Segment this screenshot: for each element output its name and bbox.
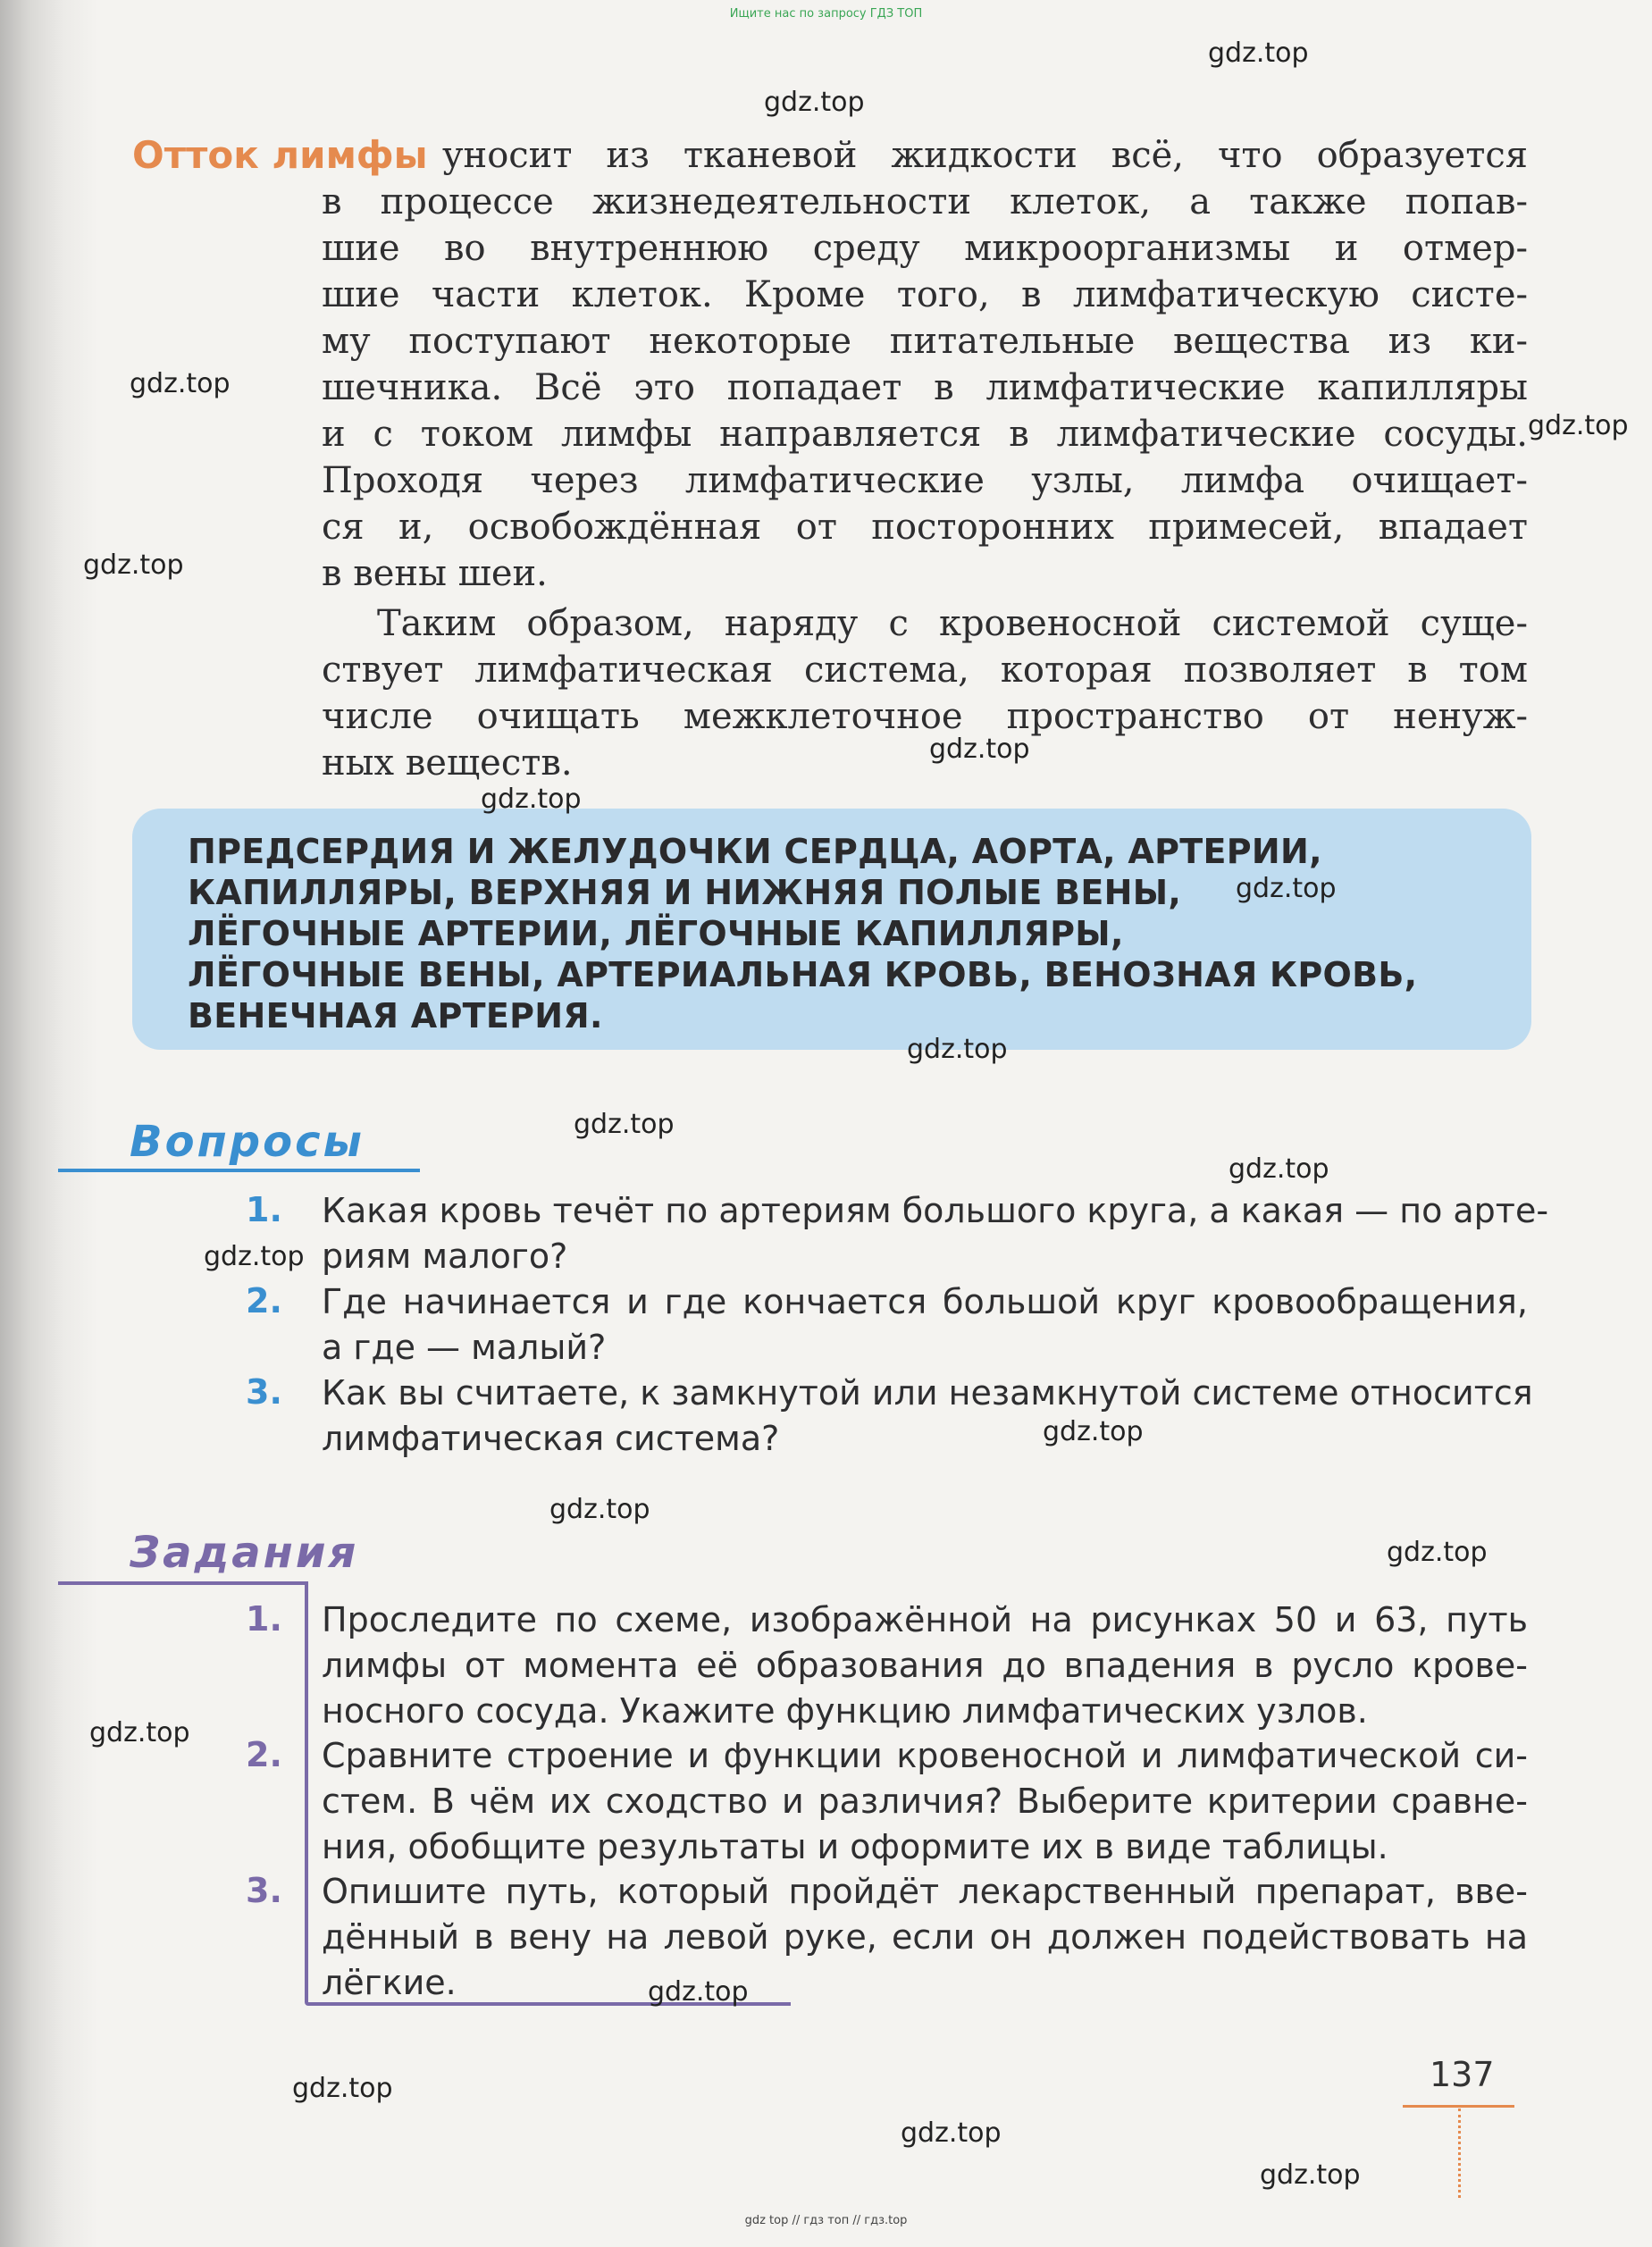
text-line: Таким образом, наряду с кровеносной системой суще- bbox=[377, 603, 1528, 644]
watermark: gdz.top bbox=[1229, 1153, 1329, 1185]
key-concepts-box bbox=[132, 809, 1531, 1050]
questions-rule bbox=[58, 1169, 420, 1172]
watermark: gdz.top bbox=[907, 1034, 1008, 1065]
concept-line: ПРЕДСЕРДИЯ И ЖЕЛУДОЧКИ СЕРДЦА, АОРТА, АРТЕРИИ, bbox=[188, 832, 1322, 871]
question-number: 1. bbox=[246, 1190, 282, 1229]
page-number-rule bbox=[1403, 2105, 1514, 2108]
text-line: в вены шеи. bbox=[322, 553, 548, 594]
text-line: и с током лимфы направляется в лимфатические сосуды. bbox=[322, 414, 1528, 455]
questions-title: Вопросы bbox=[130, 1117, 365, 1167]
text-line: Какая кровь течёт по артериям большого круга, а какая — по арте- bbox=[322, 1191, 1549, 1230]
task-number: 3. bbox=[246, 1871, 282, 1910]
watermark: gdz.top bbox=[1260, 2159, 1361, 2191]
text-line: в процессе жизнедеятельности клеток, а также попав- bbox=[322, 181, 1528, 222]
text-line: дённый в вену на левой руке, если он должен подействовать на bbox=[322, 1917, 1528, 1957]
task-number: 2. bbox=[246, 1735, 282, 1774]
question-1 bbox=[322, 1188, 1549, 1279]
concept-line: КАПИЛЛЯРЫ, ВЕРХНЯЯ И НИЖНЯЯ ПОЛЫЕ ВЕНЫ, bbox=[188, 873, 1182, 912]
watermark: gdz.top bbox=[130, 368, 231, 399]
text-line: ствует лимфатическая система, которая позволяет в том bbox=[322, 650, 1528, 691]
watermark: gdz.top bbox=[549, 1494, 650, 1525]
page-number-dotted-line bbox=[1458, 2109, 1461, 2198]
text-line: ния, обобщите результаты и оформите их в виде таблицы. bbox=[322, 1827, 1388, 1866]
text-line: риям малого? bbox=[322, 1237, 568, 1276]
header-note: Ищите нас по запросу ГДЗ ТОП bbox=[729, 7, 923, 21]
task-number: 1. bbox=[246, 1599, 282, 1639]
footer-note: gdz top // гдз топ // гдз.top bbox=[744, 2214, 908, 2227]
text-line: ных веществ. bbox=[322, 742, 573, 784]
tasks-title: Задания bbox=[130, 1528, 359, 1578]
watermark: gdz.top bbox=[901, 2117, 1002, 2149]
text-line: Проследите по схеме, изображённой на рисунках 50 и 63, путь bbox=[322, 1600, 1528, 1639]
text-line: Где начинается и где кончается большой круг кровообращения, bbox=[322, 1282, 1528, 1321]
watermark: gdz.top bbox=[204, 1241, 305, 1272]
watermark: gdz.top bbox=[481, 784, 582, 815]
watermark: gdz.top bbox=[89, 1717, 190, 1748]
question-2 bbox=[322, 1279, 1528, 1371]
watermark: gdz.top bbox=[648, 1976, 749, 2008]
text-line: уносит из тканевой жидкости всё, что образуется bbox=[442, 135, 1528, 176]
keyword-lymph-outflow: Отток лимфы bbox=[132, 133, 428, 177]
text-line: му поступают некоторые питательные вещества из ки- bbox=[322, 321, 1528, 362]
text-line: а где — малый? bbox=[322, 1328, 607, 1367]
text-line: шие во внутреннюю среду микроорганизмы и отмер- bbox=[322, 228, 1528, 269]
paragraph-lymph-system bbox=[322, 600, 1528, 786]
book-spine-shadow bbox=[0, 0, 98, 2247]
text-line: лёгкие. bbox=[322, 1963, 457, 2002]
watermark: gdz.top bbox=[1208, 38, 1309, 69]
task-2 bbox=[322, 1733, 1528, 1870]
page-number: 137 bbox=[1430, 2055, 1495, 2094]
text-line: шие части клеток. Кроме того, в лимфатическую систе- bbox=[322, 274, 1528, 315]
question-number: 2. bbox=[246, 1281, 282, 1321]
text-line: ся и, освобождённая от посторонних примесей, впадает bbox=[322, 507, 1528, 548]
concept-line: ЛЁГОЧНЫЕ ВЕНЫ, АРТЕРИАЛЬНАЯ КРОВЬ, ВЕНОЗНАЯ КРОВЬ, bbox=[188, 955, 1418, 994]
watermark: gdz.top bbox=[292, 2073, 393, 2104]
task-3 bbox=[322, 1869, 1528, 2006]
watermark: gdz.top bbox=[83, 549, 184, 581]
watermark: gdz.top bbox=[1236, 873, 1337, 904]
text-line: Опишите путь, который пройдёт лекарственный препарат, вве- bbox=[322, 1872, 1528, 1911]
text-line: лимфы от момента её образования до впадения в русло крове- bbox=[322, 1646, 1528, 1685]
watermark: gdz.top bbox=[929, 734, 1030, 765]
concept-line: ВЕНЕЧНАЯ АРТЕРИЯ. bbox=[188, 996, 603, 1035]
text-line: Проходя через лимфатические узлы, лимфа очищает- bbox=[322, 460, 1528, 501]
watermark: gdz.top bbox=[1043, 1416, 1144, 1447]
text-line: числе очищать межклеточное пространство от ненуж- bbox=[322, 696, 1528, 737]
question-3 bbox=[322, 1371, 1533, 1462]
paragraph-lymph-outflow bbox=[322, 132, 1528, 597]
text-line: стем. В чём их сходство и различия? Выберите критерии сравне- bbox=[322, 1782, 1528, 1821]
text-line: носного сосуда. Укажите функцию лимфатических узлов. bbox=[322, 1691, 1368, 1731]
task-1 bbox=[322, 1597, 1528, 1734]
watermark: gdz.top bbox=[1387, 1537, 1488, 1568]
text-line: лимфатическая система? bbox=[322, 1419, 780, 1458]
text-line: шечника. Всё это попадает в лимфатические капилляры bbox=[322, 367, 1528, 408]
watermark: gdz.top bbox=[1528, 410, 1629, 441]
tasks-rule-top bbox=[58, 1581, 308, 1585]
text-line: Сравните строение и функции кровеносной и лимфатической си- bbox=[322, 1736, 1528, 1775]
text-line: Как вы считаете, к замкнутой или незамкнутой системе относится bbox=[322, 1373, 1533, 1413]
concept-line: ЛЁГОЧНЫЕ АРТЕРИИ, ЛЁГОЧНЫЕ КАПИЛЛЯРЫ, bbox=[188, 914, 1124, 953]
watermark: gdz.top bbox=[574, 1109, 675, 1140]
watermark: gdz.top bbox=[764, 87, 865, 118]
tasks-rule-vertical bbox=[305, 1581, 308, 2006]
question-number: 3. bbox=[246, 1372, 282, 1412]
